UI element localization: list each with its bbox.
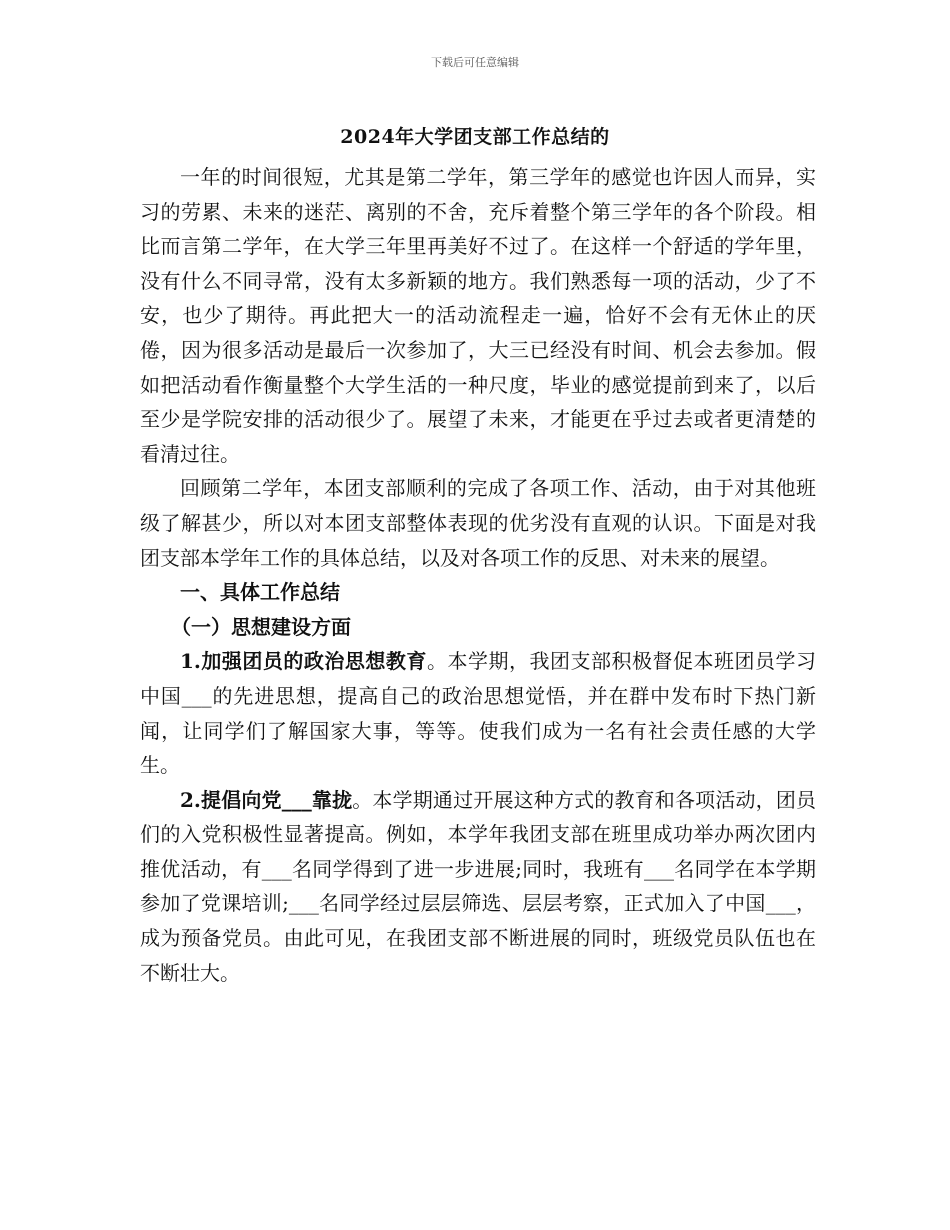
- item-political-education-text: 。本学期，我团支部积极督促本班团员学习中国___的先进思想，提高自己的政治思想觉悟，并在群中发布时下热门新闻，让同学们了解国家大事，等等。使我们成为一名有社会责任感的大学生。: [140, 649, 817, 778]
- paragraph-review: 回顾第二学年，本团支部顺利的完成了各项工作、活动，由于对其他班级了解甚少，所以对本团支部整体表现的优劣没有直观的认识。下面是对我团支部本学年工作的具体总结，以及对各项工作的反思、对未来的展望。: [140, 476, 816, 570]
- item-political-education: [140, 644, 816, 782]
- item-party-approach-lead: 2.提倡向党___靠拢: [180, 787, 353, 812]
- section-heading-work-summary: 一、具体工作总结: [180, 580, 340, 605]
- paragraph-intro: 一年的时间很短，尤其是第二学年，第三学年的感觉也许因人而异，实习的劳累、未来的迷茫、离别的不舍，充斥着整个第三学年的各个阶段。相比而言第二学年，在大学三年里再美好不过了。在这样一个舒适的学年里，没有什么不同寻常，没有太多新颖的地方。我们熟悉每一项的活动，少了不安，也少了期待。再此把大一的活动流程走一遍，恰好不会有无休止的厌倦，因为很多活动是最后一次参加了，大三已经没有时间、机会去参加。假如把活动看作衡量整个大学生活的一种尺度，毕业的感觉提前到来了，以后至少是学院安排的活动很少了。展望了未来，才能更在乎过去或者更清楚的看清过往。: [140, 165, 816, 466]
- item-party-approach: [140, 783, 816, 991]
- document-title: 2024年大学团支部工作总结的: [340, 126, 610, 148]
- item-party-approach-text: 。本学期通过开展这种方式的教育和各项活动，团员们的入党积极性显著提高。例如，本学年我团支部在班里成功举办两次团内推优活动，有___名同学得到了进一步进展;同时，我班有___名同学在本学期参加了党课培训;___名同学经过层层筛选、层层考察，正式加入了中国___，成为预备党员。由此可见，在我团支部不断进展的同时，班级党员队伍也在不断壮大。: [140, 787, 816, 985]
- subsection-heading-ideology: （一）思想建设方面: [171, 614, 351, 639]
- item-political-education-lead: 1.加强团员的政治思想教育: [180, 649, 427, 674]
- page-header: 下载后可任意编辑: [431, 56, 519, 69]
- document-body: [140, 160, 816, 990]
